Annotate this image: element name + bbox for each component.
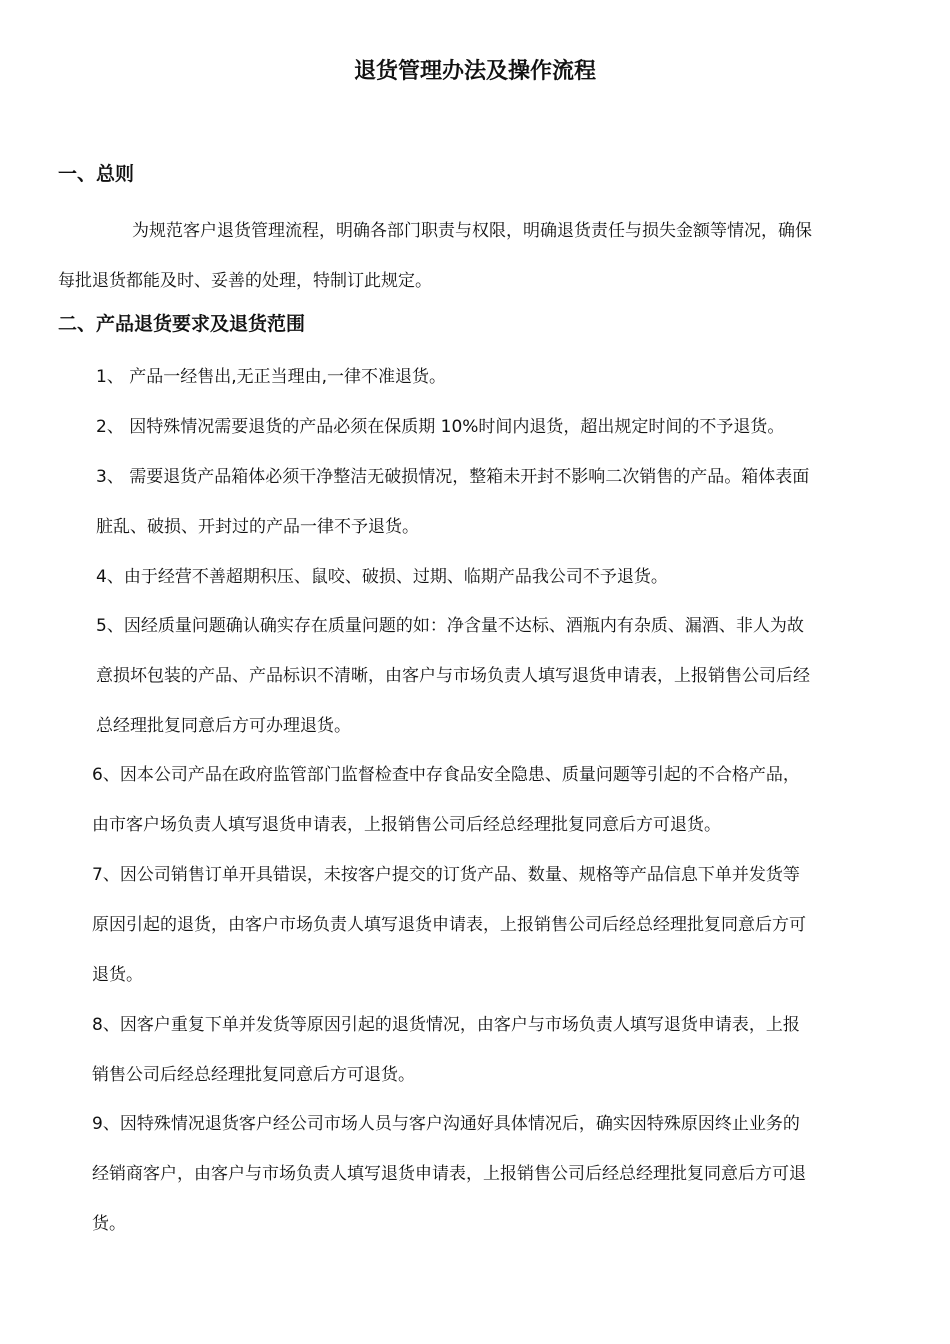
paragraph-line: 为规范客户退货管理流程，明确各部门职责与权限，明确退货责任与损失金额等情况，确保 <box>132 221 812 241</box>
list-item-line: 1、 产品一经售出,无正当理由,一律不准退货。 <box>96 367 447 387</box>
list-item-line: 7、因公司销售订单开具错误，未按客户提交的订货产品、数量、规格等产品信息下单并发货等 <box>92 865 800 885</box>
list-item-line: 5、因经质量问题确认确实存在质量问题的如：净含量不达标、酒瓶内有杂质、漏酒、非人为故 <box>96 616 804 636</box>
section-heading-return-scope: 二、产品退货要求及退货范围 <box>58 313 306 335</box>
list-item-2 <box>96 402 784 452</box>
list-item-9 <box>92 1099 806 1249</box>
list-item-3 <box>96 452 809 552</box>
list-item-line: 脏乱、破损、开封过的产品一律不予退货。 <box>96 517 419 537</box>
list-item-line: 8、因客户重复下单并发货等原因引起的退货情况，由客户与市场负责人填写退货申请表，上报 <box>92 1015 800 1035</box>
list-item-line: 9、因特殊情况退货客户经公司市场人员与客户沟通好具体情况后，确实因特殊原因终止业务的 <box>92 1114 800 1134</box>
list-item-line: 4、由于经营不善超期积压、鼠咬、破损、过期、临期产品我公司不予退货。 <box>96 567 668 587</box>
list-item-line: 总经理批复同意后方可办理退货。 <box>96 716 351 736</box>
list-item-line: 2、 因特殊情况需要退货的产品必须在保质期 10%时间内退货，超出规定时间的不予退货。 <box>96 417 785 437</box>
list-item-5 <box>96 601 810 751</box>
paragraph-line: 每批退货都能及时、妥善的处理，特制订此规定。 <box>58 271 432 291</box>
general-paragraph <box>58 206 812 306</box>
list-item-line: 货。 <box>92 1214 126 1234</box>
list-item-8 <box>92 1000 800 1100</box>
list-item-6 <box>92 750 800 850</box>
list-item-line: 退货。 <box>92 965 143 985</box>
list-item-4 <box>96 552 668 602</box>
list-item-7 <box>92 850 806 1000</box>
list-item-line: 由市客户场负责人填写退货申请表，上报销售公司后经总经理批复同意后方可退货。 <box>92 815 721 835</box>
list-item-line: 3、 需要退货产品箱体必须干净整洁无破损情况，整箱未开封不影响二次销售的产品。箱体表面 <box>96 467 810 487</box>
list-item-line: 销售公司后经总经理批复同意后方可退货。 <box>92 1065 415 1085</box>
list-item-line: 意损坏包装的产品、产品标识不清晰，由客户与市场负责人填写退货申请表，上报销售公司后经 <box>96 666 810 686</box>
list-item-1 <box>96 352 446 402</box>
list-item-line: 经销商客户，由客户与市场负责人填写退货申请表，上报销售公司后经总经理批复同意后方可退 <box>92 1164 806 1184</box>
document-title: 退货管理办法及操作流程 <box>353 59 596 84</box>
list-item-line: 6、因本公司产品在政府监管部门监督检查中存食品安全隐患、质量问题等引起的不合格产品， <box>92 765 800 785</box>
list-item-line: 原因引起的退货，由客户市场负责人填写退货申请表，上报销售公司后经总经理批复同意后方可 <box>92 915 806 935</box>
section-heading-general: 一、总则 <box>58 163 135 185</box>
